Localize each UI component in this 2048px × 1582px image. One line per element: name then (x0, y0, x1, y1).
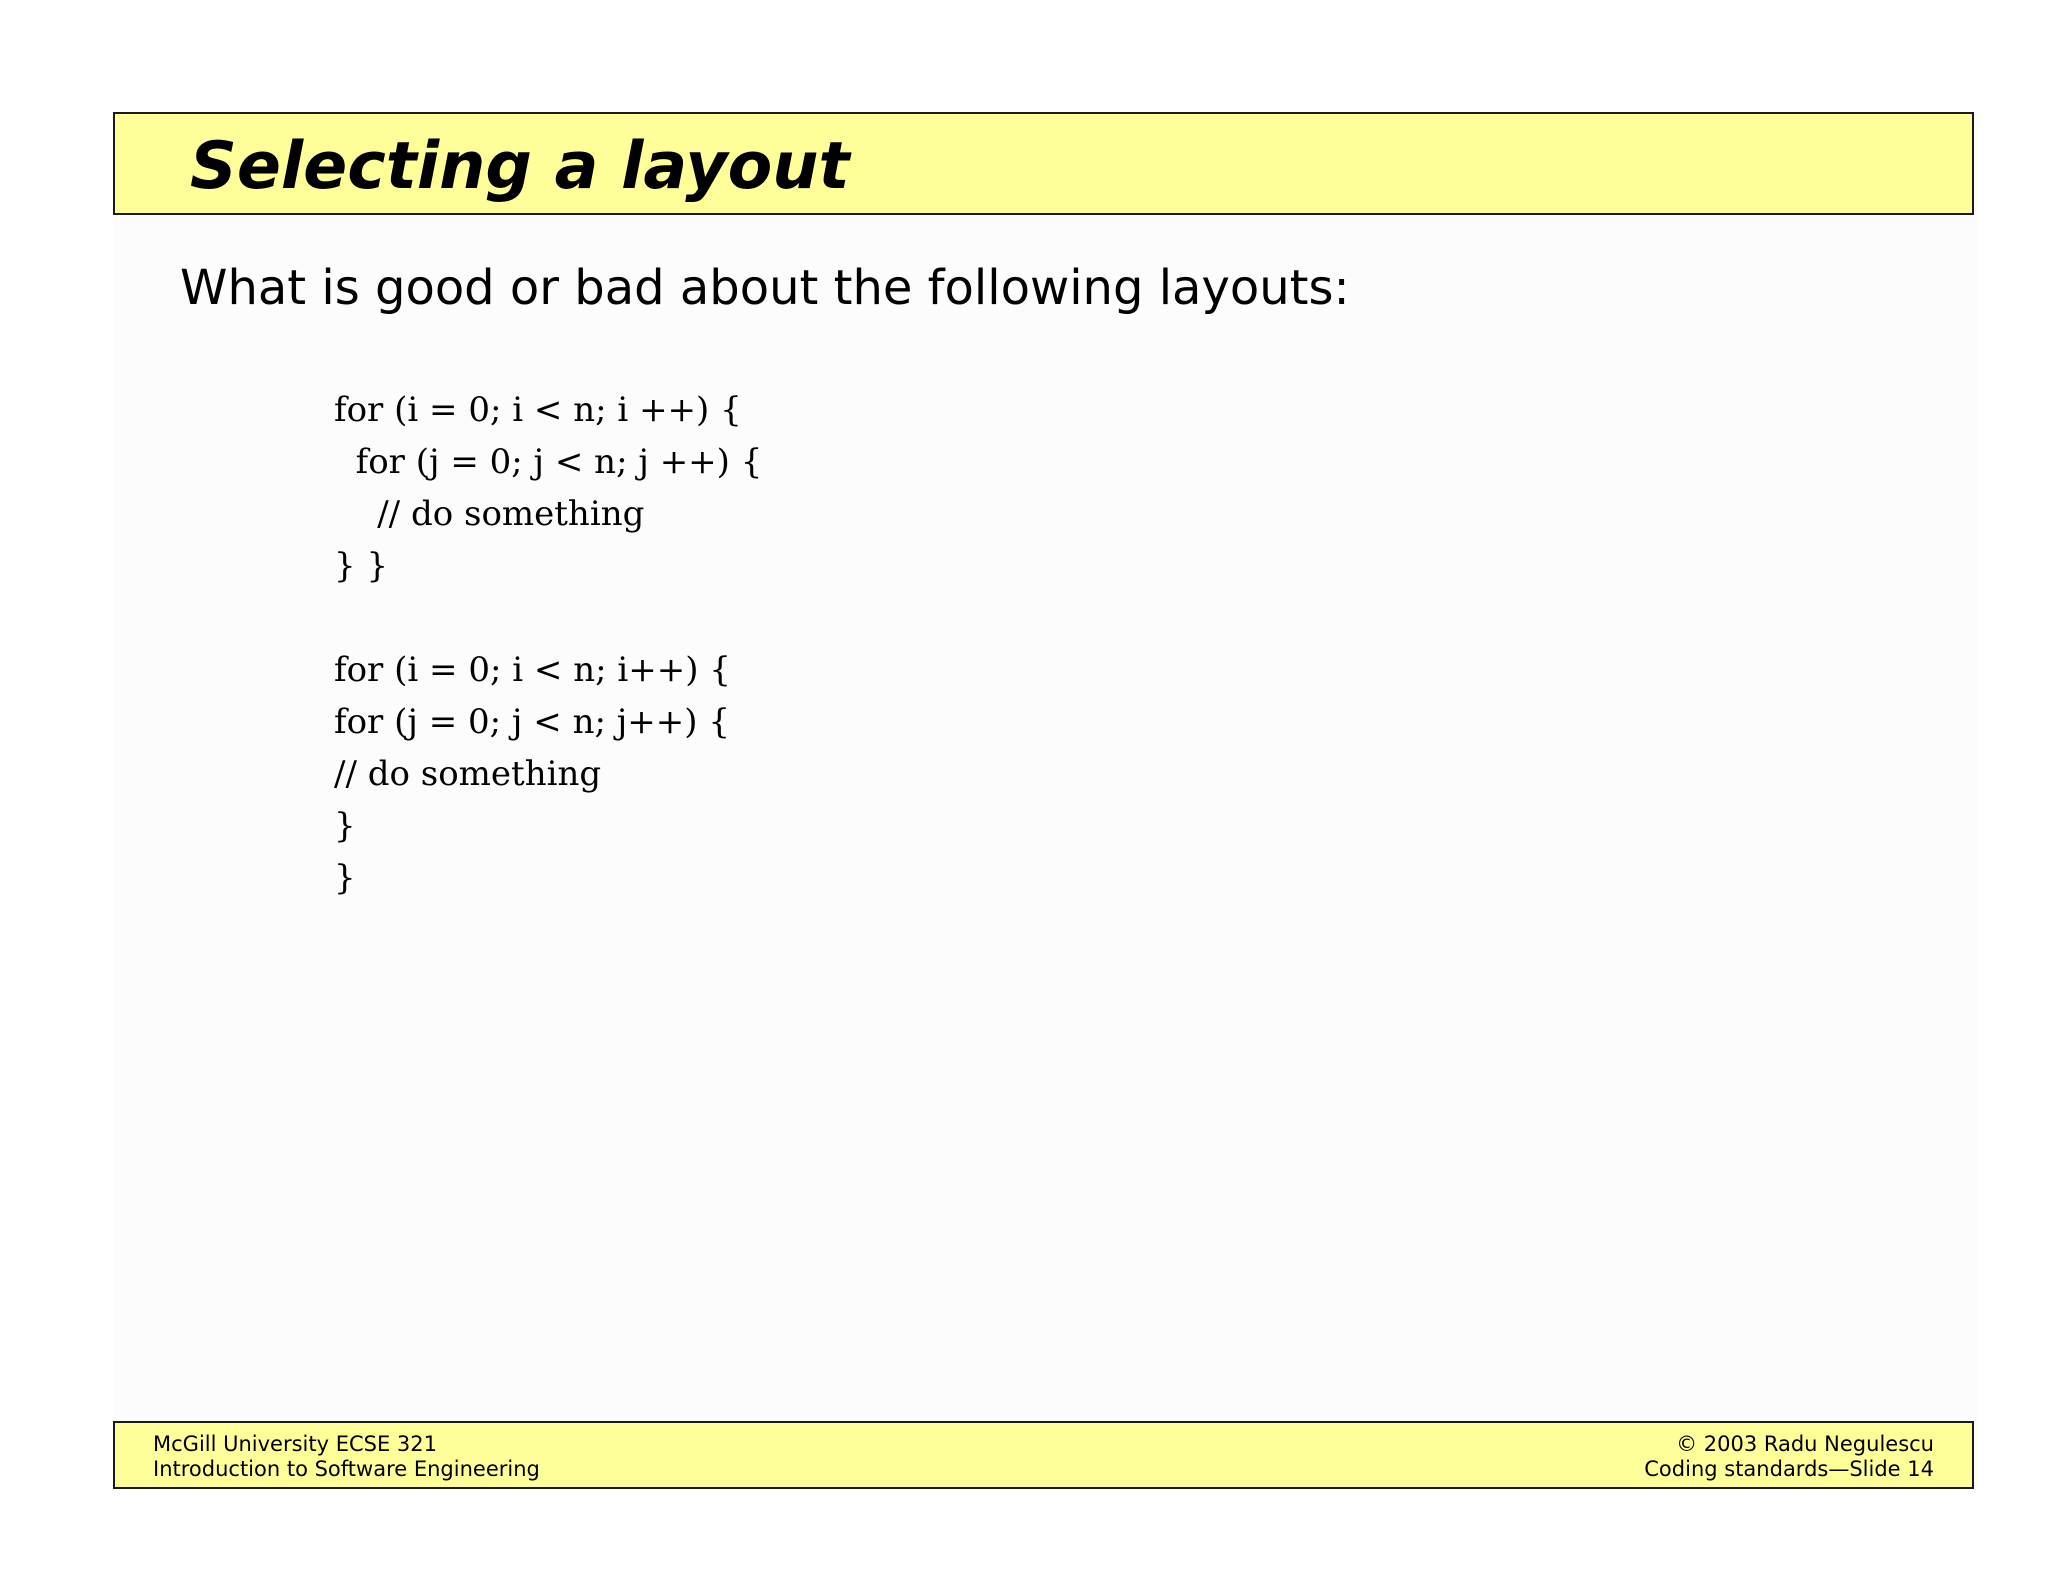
footer-course-info (153, 1432, 540, 1482)
code-line: // do something (334, 494, 645, 534)
code-example-2 (334, 644, 731, 904)
title-bar (113, 112, 1974, 215)
code-line: for (i = 0; i < n; i++) { (334, 650, 731, 690)
footer-slide-info (1644, 1432, 1934, 1482)
code-line: } (334, 858, 356, 898)
slide-question: What is good or bad about the following layouts: (180, 260, 1350, 316)
footer-course-title: Introduction to Software Engineering (153, 1457, 540, 1481)
footer-slide-number: Coding standards—Slide 14 (1644, 1457, 1934, 1481)
code-line: // do something (334, 754, 602, 794)
footer-university: McGill University ECSE 321 (153, 1432, 438, 1456)
code-line: } (334, 806, 356, 846)
code-example-1 (334, 384, 762, 592)
footer-bar (113, 1421, 1974, 1489)
footer-copyright: © 2003 Radu Negulescu (1676, 1432, 1934, 1456)
code-line: for (i = 0; i < n; i ++) { (334, 390, 742, 430)
slide-title: Selecting a layout (190, 129, 850, 204)
code-line: } } (334, 546, 389, 586)
code-line: for (j = 0; j < n; j++) { (334, 702, 730, 742)
code-line: for (j = 0; j < n; j ++) { (334, 442, 763, 482)
